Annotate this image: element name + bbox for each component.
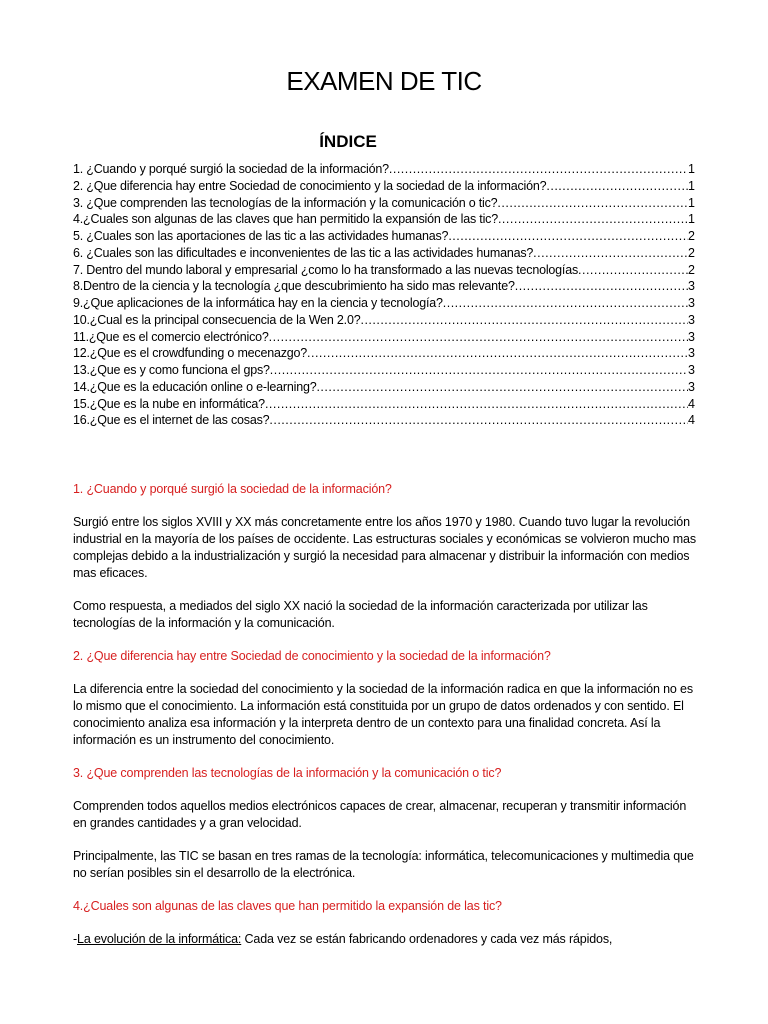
toc-entry[interactable] [73,245,695,262]
toc-leader-dots [316,379,688,396]
toc-page-number: 3 [688,346,695,361]
toc-leader-dots [498,211,688,228]
toc-entry-text: 5. ¿Cuales son las aportaciones de las tic a las actividades humanas? [73,229,449,243]
toc-leader-dots [389,161,688,178]
toc-leader-dots [265,396,688,413]
toc-leader-dots [546,178,688,195]
toc-page-number: 1 [688,178,695,193]
list-item [73,931,698,948]
toc-entry-text: 16.¿Que es el internet de las cosas? [73,413,270,428]
toc-leader-dots [360,312,688,329]
toc-entry[interactable] [73,295,695,312]
toc-entry-text: 9.¿Que aplicaciones de la informática hay en la ciencia y tecnología? [73,296,443,310]
toc-leader-dots [270,362,688,379]
toc-leader-dots [578,262,688,279]
toc-entry[interactable] [73,161,695,178]
toc-page-number: 3 [688,279,695,294]
toc-page-number: 1 [688,212,695,227]
toc-entry[interactable] [73,278,695,295]
document-body [73,481,698,964]
section-heading: 3. ¿Que comprenden las tecnologías de la información y la comunicación o tic? [73,766,502,780]
paragraph: Surgió entre los siglos XVIII y XX más concretamente entre los años 1970 y 1980. Cuando tuvo lugar la revolución industrial en la mayoría de los países de occidente. Las estructuras sociales y económicas se volvieron mucho mas complejas debido a la industrialización y surgió la necesidad para almacenar y distribuir la información con medios mas eficaces. [73,515,696,580]
toc-entry-text: 6. ¿Cuales son las dificultades e inconvenientes de las tic a las actividades humanas? [73,245,534,260]
toc-entry[interactable] [73,312,695,329]
paragraph: La diferencia entre la sociedad del conocimiento y la sociedad de la información radica en que la información no es lo mismo que el conocimiento. La información está constituida por un grupo de datos ordenados y con sentido. El conocimiento analiza esa información y la interpreta dentro de un contexto para una finalidad concreta. Así la información es un instrumento del conocimiento. [73,682,693,747]
paragraph: Como respuesta, a mediados del siglo XX nació la sociedad de la información caracterizada por utilizar las tecnologías de la información y la comunicación. [73,599,648,630]
toc-leader-dots [307,345,688,362]
toc-leader-dots [533,245,688,262]
toc-entry[interactable] [73,262,695,279]
section-heading: 4.¿Cuales son algunas de las claves que han permitido la expansión de las tic? [73,899,502,913]
toc-entry[interactable] [73,362,695,379]
toc-page-number: 3 [688,296,695,310]
toc-page-number: 3 [688,312,695,327]
section-heading: 2. ¿Que diferencia hay entre Sociedad de conocimiento y la sociedad de la información? [73,649,551,663]
toc-page-number: 2 [688,229,695,243]
toc-leader-dots [497,195,688,212]
toc-entry[interactable] [73,412,695,429]
list-item-label: La evolución de la informática: [77,932,242,946]
section-heading: 1. ¿Cuando y porqué surgió la sociedad de la información? [73,482,392,496]
toc-page-number: 3 [688,329,695,344]
toc-entry[interactable] [73,329,695,346]
toc-leader-dots [269,412,688,429]
toc-entry-text: 7. Dentro del mundo laboral y empresarial ¿como lo ha transformado a las nuevas tecnologías [73,262,578,277]
toc-entry[interactable] [73,178,695,195]
toc-entry-text: 2. ¿Que diferencia hay entre Sociedad de conocimiento y la sociedad de la información? [73,178,547,193]
toc-leader-dots [448,228,688,245]
toc-leader-dots [515,278,688,295]
toc-entry-text: 13.¿Que es y como funciona el gps? [73,363,270,377]
toc-page-number: 4 [688,413,695,428]
toc-entry-text: 4.¿Cuales son algunas de las claves que han permitido la expansión de las tic? [73,212,498,227]
toc-entry-text: 12.¿Que es el crowdfunding o mecenazgo? [73,346,308,361]
list-item-text: Cada vez se están fabricando ordenadores y cada vez más rápidos, [241,932,613,946]
toc-entry-text: 14.¿Que es la educación online o e-learning? [73,379,317,394]
toc-entry[interactable] [73,396,695,413]
toc-entry[interactable] [73,379,695,396]
toc-entry-text: 8.Dentro de la ciencia y la tecnología ¿que descubrimiento ha sido mas relevante? [73,279,515,294]
toc-entry[interactable] [73,345,695,362]
toc-leader-dots [443,295,688,312]
toc-entry-text: 11.¿Que es el comercio electrónico? [73,329,269,344]
toc-entry[interactable] [73,228,695,245]
paragraph: Comprenden todos aquellos medios electrónicos capaces de crear, almacenar, recuperan y transmitir información en grandes cantidades y a gran velocidad. [73,799,687,830]
toc-entry[interactable] [73,195,695,212]
toc-page-number: 2 [688,245,695,260]
document-title: EXAMEN DE TIC [286,66,482,96]
toc-page-number: 1 [688,162,695,176]
toc-leader-dots [269,329,688,346]
toc-page-number: 3 [688,363,695,377]
toc-entry-text: 10.¿Cual es la principal consecuencia de la Wen 2.0? [73,312,361,327]
toc-entry-text: 15.¿Que es la nube en informática? [73,396,265,411]
toc-entry-text: 1. ¿Cuando y porqué surgió la sociedad de la información? [73,162,389,176]
index-title: ÍNDICE [319,132,377,151]
paragraph: Principalmente, las TIC se basan en tres ramas de la tecnología: informática, telecomunicaciones y multimedia que no serían posibles sin el desarrollo de la electrónica. [73,849,694,880]
table-of-contents [73,161,695,429]
toc-page-number: 4 [688,396,695,411]
toc-page-number: 2 [688,262,695,277]
list-item-prefix: - [73,932,78,946]
toc-entry-text: 3. ¿Que comprenden las tecnologías de la información y la comunicación o tic? [73,195,498,210]
toc-page-number: 1 [688,195,695,210]
toc-page-number: 3 [688,379,695,394]
toc-entry[interactable] [73,211,695,228]
